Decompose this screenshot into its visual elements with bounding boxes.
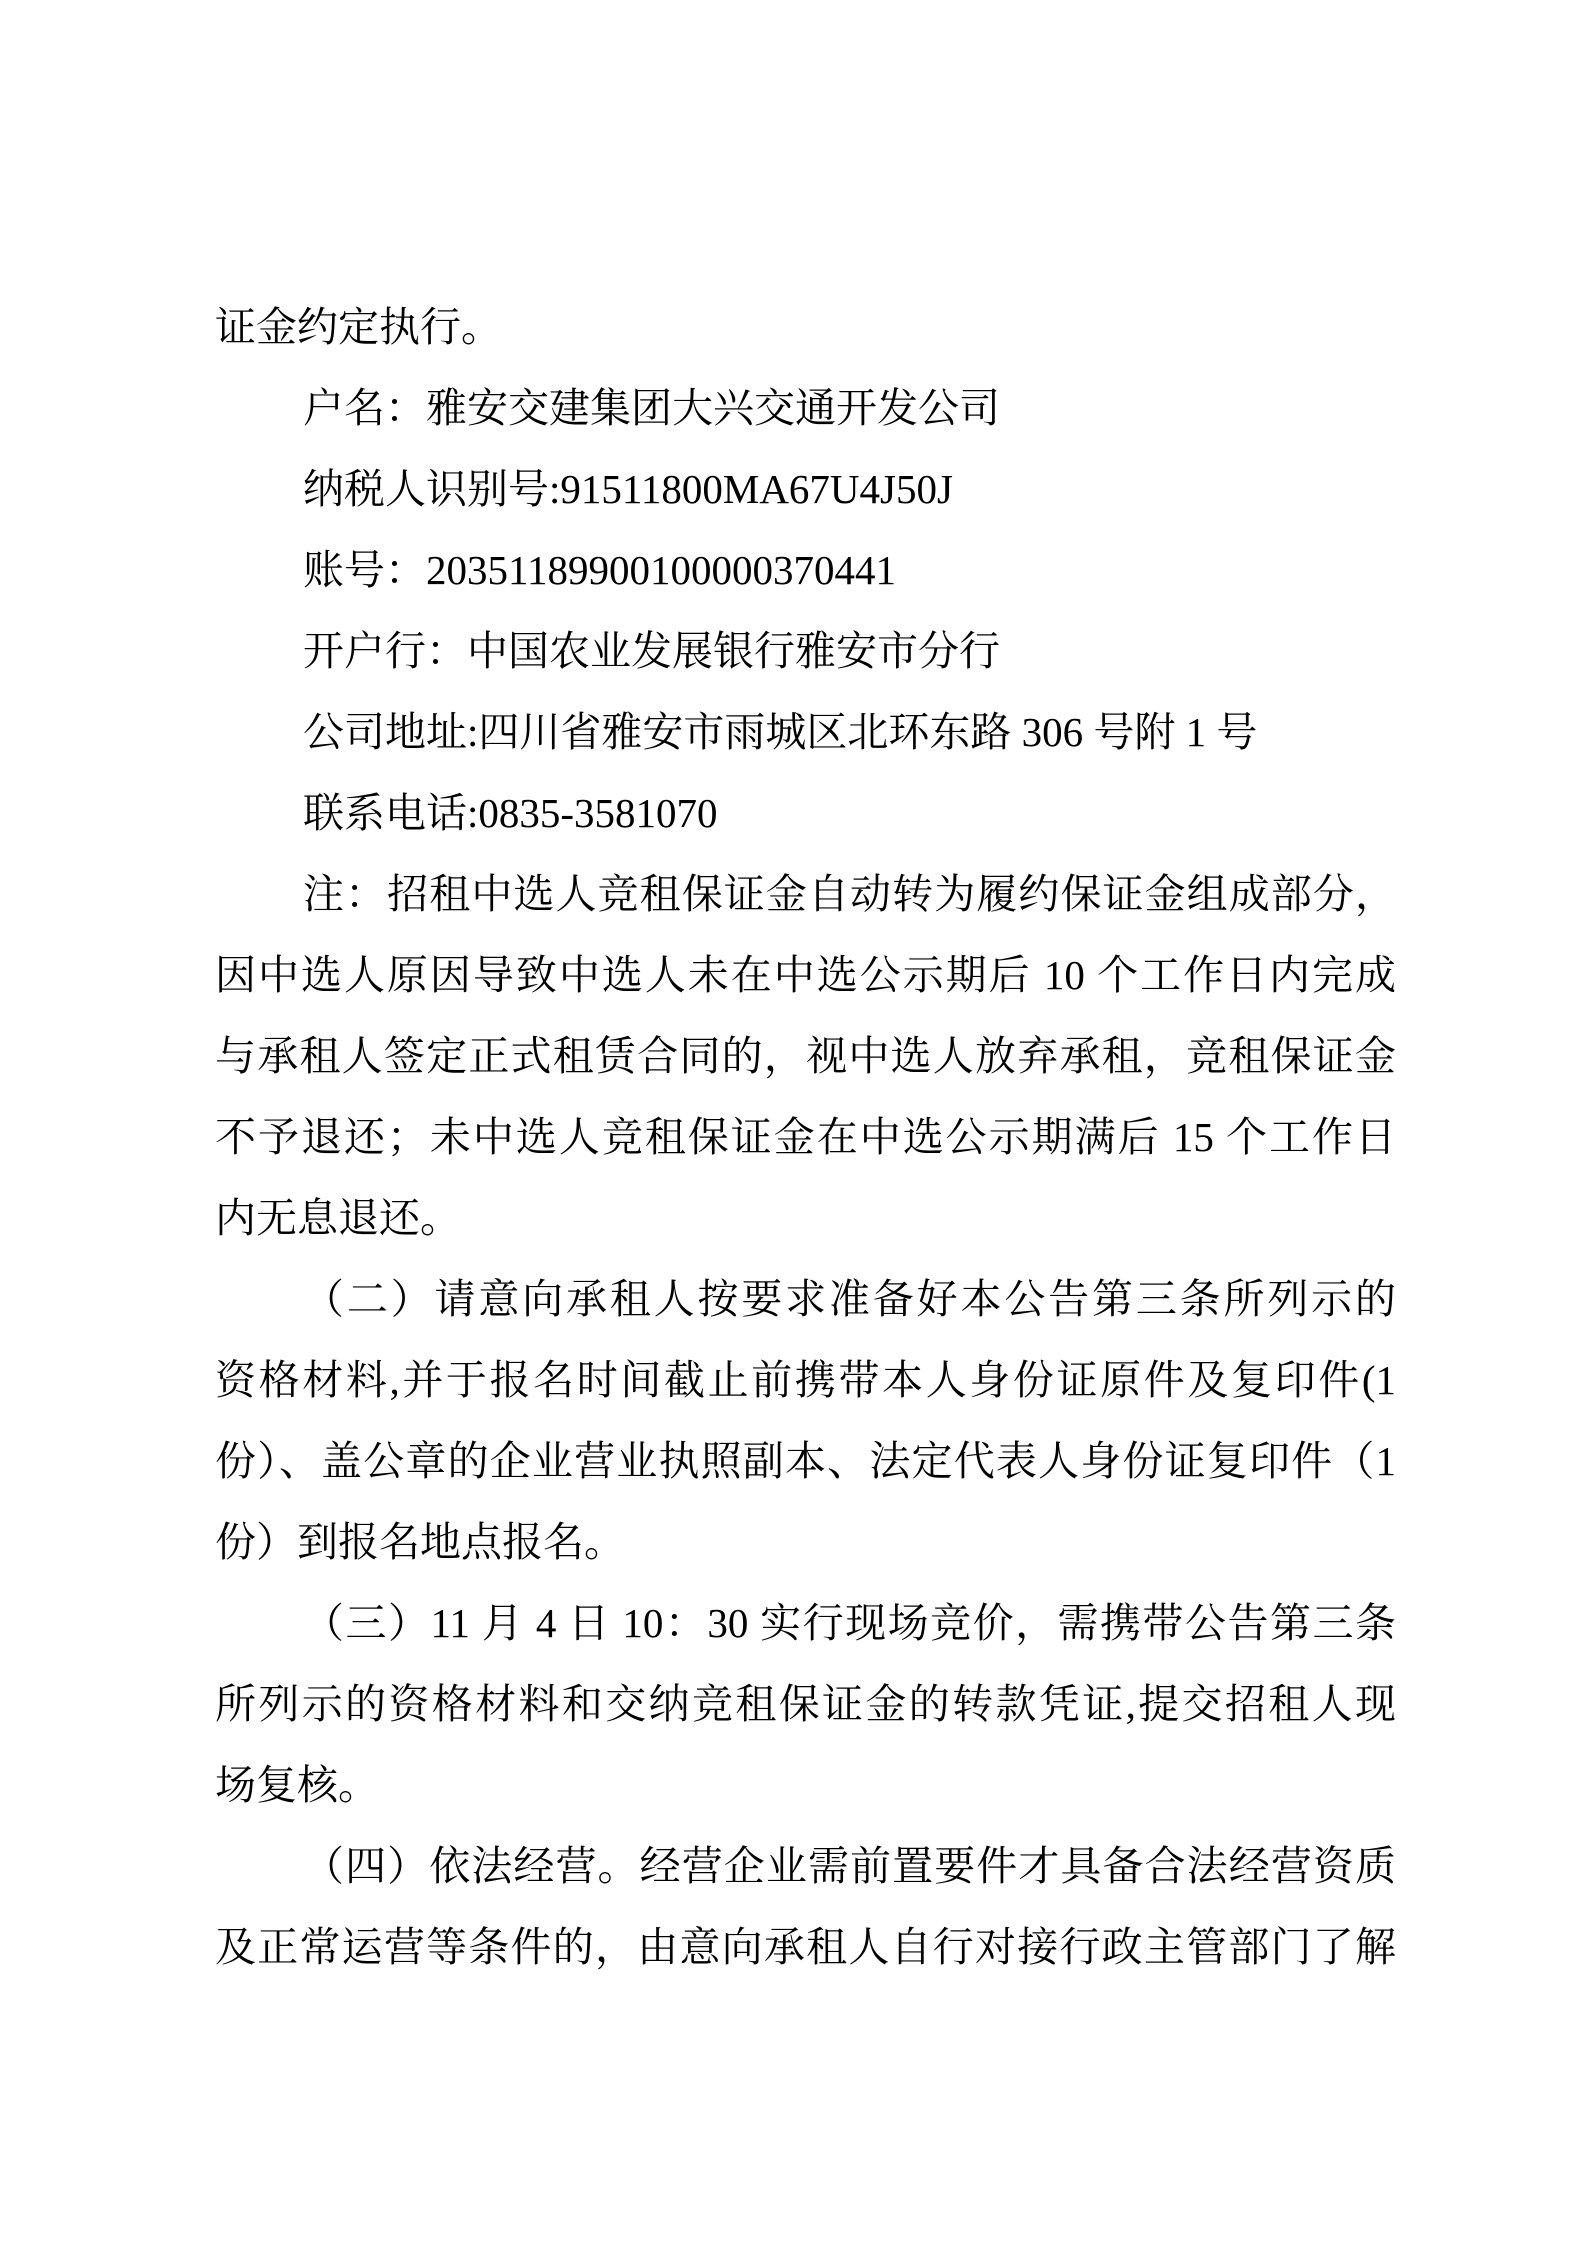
text-line-bank-name: 开户行：中国农业发展银行雅安市分行: [303, 628, 1000, 674]
text-line-account-number: 账号：20351189900100000370441: [303, 547, 896, 593]
text-line-item-two: （二）请意向承租人按要求准备好本公告第三条所列示的: [303, 1276, 1396, 1322]
text-line: 内无息退还。: [215, 1195, 461, 1241]
text-line-item-four: （四）依法经营。经营企业需前置要件才具备合法经营资质: [303, 1843, 1396, 1889]
text-line-item-three: （三）11 月 4 日 10：30 实行现场竞价，需携带公告第三条: [303, 1600, 1396, 1646]
text-line-taxpayer-id: 纳税人识别号:91511800MA67U4J50J: [303, 466, 953, 512]
text-line-note: 注：招租中选人竞租保证金自动转为履约保证金组成部分，: [303, 871, 1396, 917]
text-line-paragraph-continuation: 证金约定执行。: [215, 304, 502, 350]
text-line: 场复核。: [215, 1762, 379, 1808]
text-line: 所列示的资格材料和交纳竞租保证金的转款凭证,提交招租人现: [215, 1681, 1396, 1727]
text-line: 份）到报名地点报名。: [215, 1519, 625, 1565]
text-line: 及正常运营等条件的，由意向承租人自行对接行政主管部门了解: [215, 1924, 1396, 1970]
document-text-block: [215, 287, 1396, 1988]
text-line-company-address: 公司地址:四川省雅安市雨城区北环东路 306 号附 1 号: [303, 709, 1258, 755]
text-line: 份）、盖公章的企业营业执照副本、法定代表人身份证复印件（1: [215, 1438, 1396, 1484]
text-line: 资格材料,并于报名时间截止前携带本人身份证原件及复印件(1: [215, 1357, 1396, 1403]
text-line: 因中选人原因导致中选人未在中选公示期后 10 个工作日内完成: [215, 952, 1396, 998]
text-line: 与承租人签定正式租赁合同的，视中选人放弃承租，竞租保证金: [215, 1033, 1396, 1079]
text-line-contact-phone: 联系电话:0835-3581070: [303, 790, 718, 836]
text-line: 不予退还；未中选人竞租保证金在中选公示期满后 15 个工作日: [215, 1114, 1396, 1160]
text-line-account-name: 户名：雅安交建集团大兴交通开发公司: [303, 385, 1000, 431]
